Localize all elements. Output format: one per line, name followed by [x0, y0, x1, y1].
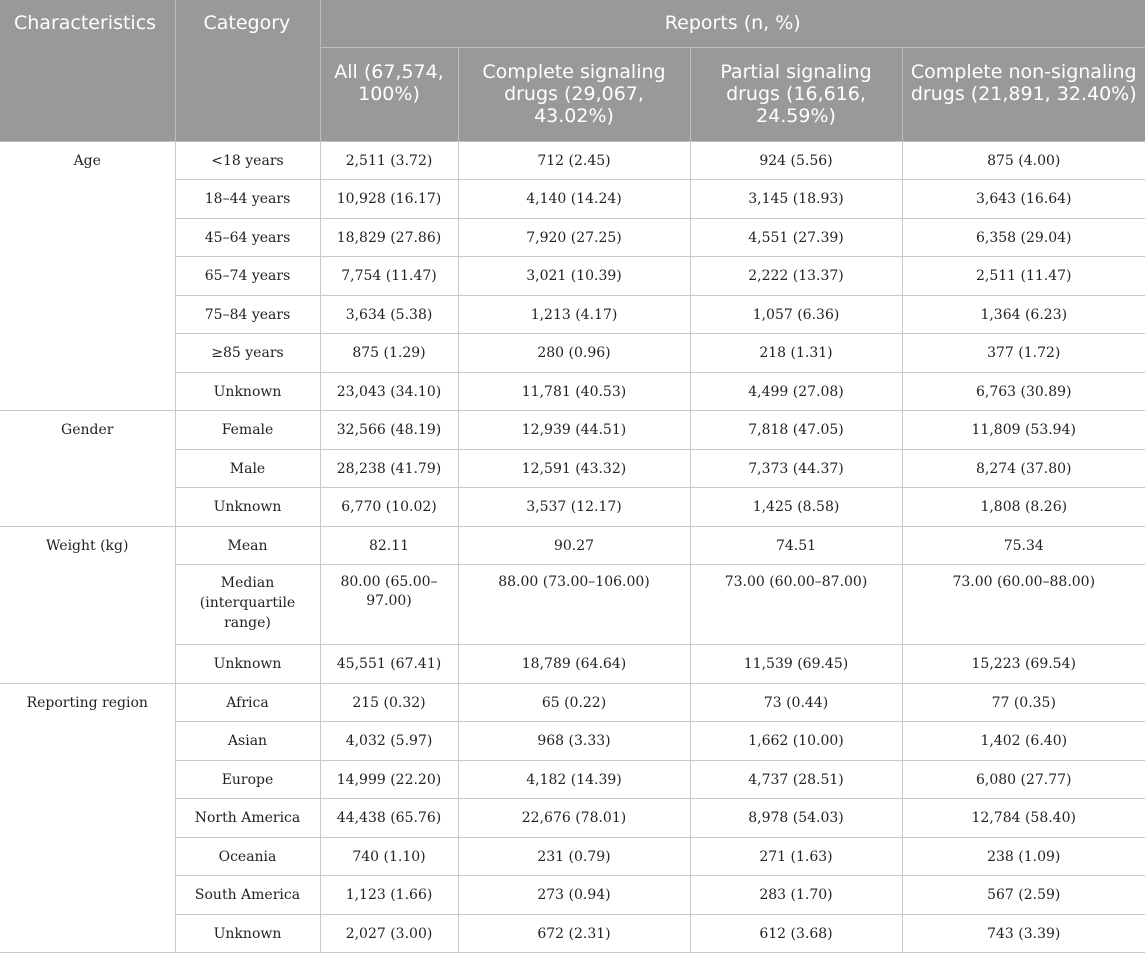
- complete-signaling-cell: 712 (2.45): [458, 141, 690, 180]
- all-cell: 14,999 (22.20): [320, 760, 458, 799]
- all-cell: 4,032 (5.97): [320, 722, 458, 761]
- all-cell: 875 (1.29): [320, 334, 458, 373]
- complete-signaling-cell: 12,939 (44.51): [458, 411, 690, 450]
- partial-signaling-cell: 1,425 (8.58): [690, 488, 902, 527]
- partial-signaling-cell: 4,737 (28.51): [690, 760, 902, 799]
- partial-signaling-cell: 3,145 (18.93): [690, 180, 902, 219]
- complete-signaling-cell: 65 (0.22): [458, 683, 690, 722]
- partial-signaling-cell: 4,551 (27.39): [690, 218, 902, 257]
- complete-non-signaling-cell: 75.34: [902, 526, 1145, 565]
- all-cell: 3,634 (5.38): [320, 295, 458, 334]
- category-cell: <18 years: [175, 141, 320, 180]
- partial-signaling-cell: 7,818 (47.05): [690, 411, 902, 450]
- complete-non-signaling-cell: 377 (1.72): [902, 334, 1145, 373]
- all-cell: 80.00 (65.00–97.00): [320, 565, 458, 645]
- partial-signaling-cell: 73 (0.44): [690, 683, 902, 722]
- header-category: Category: [175, 0, 320, 141]
- table-row: [0, 411, 1145, 450]
- table-row: [0, 141, 1145, 180]
- header-characteristics: Characteristics: [0, 0, 175, 141]
- header-complete-non-signaling: Complete non-signaling drugs (21,891, 32.40%): [902, 47, 1145, 141]
- group-label: Gender: [0, 411, 175, 527]
- partial-signaling-cell: 271 (1.63): [690, 837, 902, 876]
- partial-signaling-cell: 218 (1.31): [690, 334, 902, 373]
- category-cell: 65–74 years: [175, 257, 320, 296]
- complete-signaling-cell: 3,021 (10.39): [458, 257, 690, 296]
- complete-non-signaling-cell: 11,809 (53.94): [902, 411, 1145, 450]
- category-cell: North America: [175, 799, 320, 838]
- partial-signaling-cell: 8,978 (54.03): [690, 799, 902, 838]
- complete-non-signaling-cell: 3,643 (16.64): [902, 180, 1145, 219]
- complete-non-signaling-cell: 1,402 (6.40): [902, 722, 1145, 761]
- complete-non-signaling-cell: 6,358 (29.04): [902, 218, 1145, 257]
- complete-signaling-cell: 7,920 (27.25): [458, 218, 690, 257]
- partial-signaling-cell: 612 (3.68): [690, 914, 902, 953]
- category-cell: ≥85 years: [175, 334, 320, 373]
- complete-signaling-cell: 88.00 (73.00–106.00): [458, 565, 690, 645]
- category-cell: South America: [175, 876, 320, 915]
- complete-non-signaling-cell: 567 (2.59): [902, 876, 1145, 915]
- complete-signaling-cell: 1,213 (4.17): [458, 295, 690, 334]
- complete-non-signaling-cell: 1,364 (6.23): [902, 295, 1145, 334]
- all-cell: 44,438 (65.76): [320, 799, 458, 838]
- complete-non-signaling-cell: 77 (0.35): [902, 683, 1145, 722]
- complete-signaling-cell: 968 (3.33): [458, 722, 690, 761]
- table-row: [0, 526, 1145, 565]
- category-cell: Europe: [175, 760, 320, 799]
- all-cell: 6,770 (10.02): [320, 488, 458, 527]
- complete-non-signaling-cell: 8,274 (37.80): [902, 449, 1145, 488]
- all-cell: 740 (1.10): [320, 837, 458, 876]
- complete-non-signaling-cell: 6,080 (27.77): [902, 760, 1145, 799]
- group-label: Reporting region: [0, 683, 175, 953]
- complete-non-signaling-cell: 15,223 (69.54): [902, 645, 1145, 684]
- group-label: Weight (kg): [0, 526, 175, 683]
- all-cell: 28,238 (41.79): [320, 449, 458, 488]
- complete-non-signaling-cell: 2,511 (11.47): [902, 257, 1145, 296]
- all-cell: 23,043 (34.10): [320, 372, 458, 411]
- complete-non-signaling-cell: 875 (4.00): [902, 141, 1145, 180]
- all-cell: 2,511 (3.72): [320, 141, 458, 180]
- all-cell: 45,551 (67.41): [320, 645, 458, 684]
- category-cell: Oceania: [175, 837, 320, 876]
- all-cell: 18,829 (27.86): [320, 218, 458, 257]
- all-cell: 1,123 (1.66): [320, 876, 458, 915]
- category-cell: Unknown: [175, 488, 320, 527]
- complete-non-signaling-cell: 1,808 (8.26): [902, 488, 1145, 527]
- complete-signaling-cell: 90.27: [458, 526, 690, 565]
- all-cell: 32,566 (48.19): [320, 411, 458, 450]
- category-cell: Africa: [175, 683, 320, 722]
- complete-non-signaling-cell: 12,784 (58.40): [902, 799, 1145, 838]
- all-cell: 2,027 (3.00): [320, 914, 458, 953]
- partial-signaling-cell: 73.00 (60.00–87.00): [690, 565, 902, 645]
- partial-signaling-cell: 2,222 (13.37): [690, 257, 902, 296]
- category-cell: Unknown: [175, 372, 320, 411]
- complete-non-signaling-cell: 6,763 (30.89): [902, 372, 1145, 411]
- complete-signaling-cell: 280 (0.96): [458, 334, 690, 373]
- category-cell: Unknown: [175, 645, 320, 684]
- partial-signaling-cell: 4,499 (27.08): [690, 372, 902, 411]
- category-cell: 45–64 years: [175, 218, 320, 257]
- partial-signaling-cell: 7,373 (44.37): [690, 449, 902, 488]
- header-complete-signaling: Complete signaling drugs (29,067, 43.02%): [458, 47, 690, 141]
- table-body: [0, 141, 1145, 953]
- table-row: [0, 683, 1145, 722]
- complete-non-signaling-cell: 743 (3.39): [902, 914, 1145, 953]
- all-cell: 215 (0.32): [320, 683, 458, 722]
- all-cell: 10,928 (16.17): [320, 180, 458, 219]
- complete-signaling-cell: 3,537 (12.17): [458, 488, 690, 527]
- header-all: All (67,574, 100%): [320, 47, 458, 141]
- complete-signaling-cell: 18,789 (64.64): [458, 645, 690, 684]
- category-cell: Median (interquartile range): [175, 565, 320, 645]
- header-partial-signaling: Partial signaling drugs (16,616, 24.59%): [690, 47, 902, 141]
- complete-non-signaling-cell: 238 (1.09): [902, 837, 1145, 876]
- category-cell: Asian: [175, 722, 320, 761]
- complete-signaling-cell: 22,676 (78.01): [458, 799, 690, 838]
- all-cell: 7,754 (11.47): [320, 257, 458, 296]
- complete-signaling-cell: 12,591 (43.32): [458, 449, 690, 488]
- complete-signaling-cell: 231 (0.79): [458, 837, 690, 876]
- partial-signaling-cell: 11,539 (69.45): [690, 645, 902, 684]
- table-header: [0, 0, 1145, 141]
- header-row-top: [0, 0, 1145, 47]
- category-cell: 18–44 years: [175, 180, 320, 219]
- complete-signaling-cell: 11,781 (40.53): [458, 372, 690, 411]
- category-cell: Mean: [175, 526, 320, 565]
- partial-signaling-cell: 1,662 (10.00): [690, 722, 902, 761]
- header-reports: Reports (n, %): [320, 0, 1145, 47]
- category-cell: 75–84 years: [175, 295, 320, 334]
- category-cell: Female: [175, 411, 320, 450]
- complete-signaling-cell: 672 (2.31): [458, 914, 690, 953]
- category-cell: Male: [175, 449, 320, 488]
- complete-signaling-cell: 4,140 (14.24): [458, 180, 690, 219]
- partial-signaling-cell: 74.51: [690, 526, 902, 565]
- all-cell: 82.11: [320, 526, 458, 565]
- partial-signaling-cell: 1,057 (6.36): [690, 295, 902, 334]
- category-cell: Unknown: [175, 914, 320, 953]
- partial-signaling-cell: 283 (1.70): [690, 876, 902, 915]
- partial-signaling-cell: 924 (5.56): [690, 141, 902, 180]
- complete-non-signaling-cell: 73.00 (60.00–88.00): [902, 565, 1145, 645]
- group-label: Age: [0, 141, 175, 411]
- complete-signaling-cell: 4,182 (14.39): [458, 760, 690, 799]
- complete-signaling-cell: 273 (0.94): [458, 876, 690, 915]
